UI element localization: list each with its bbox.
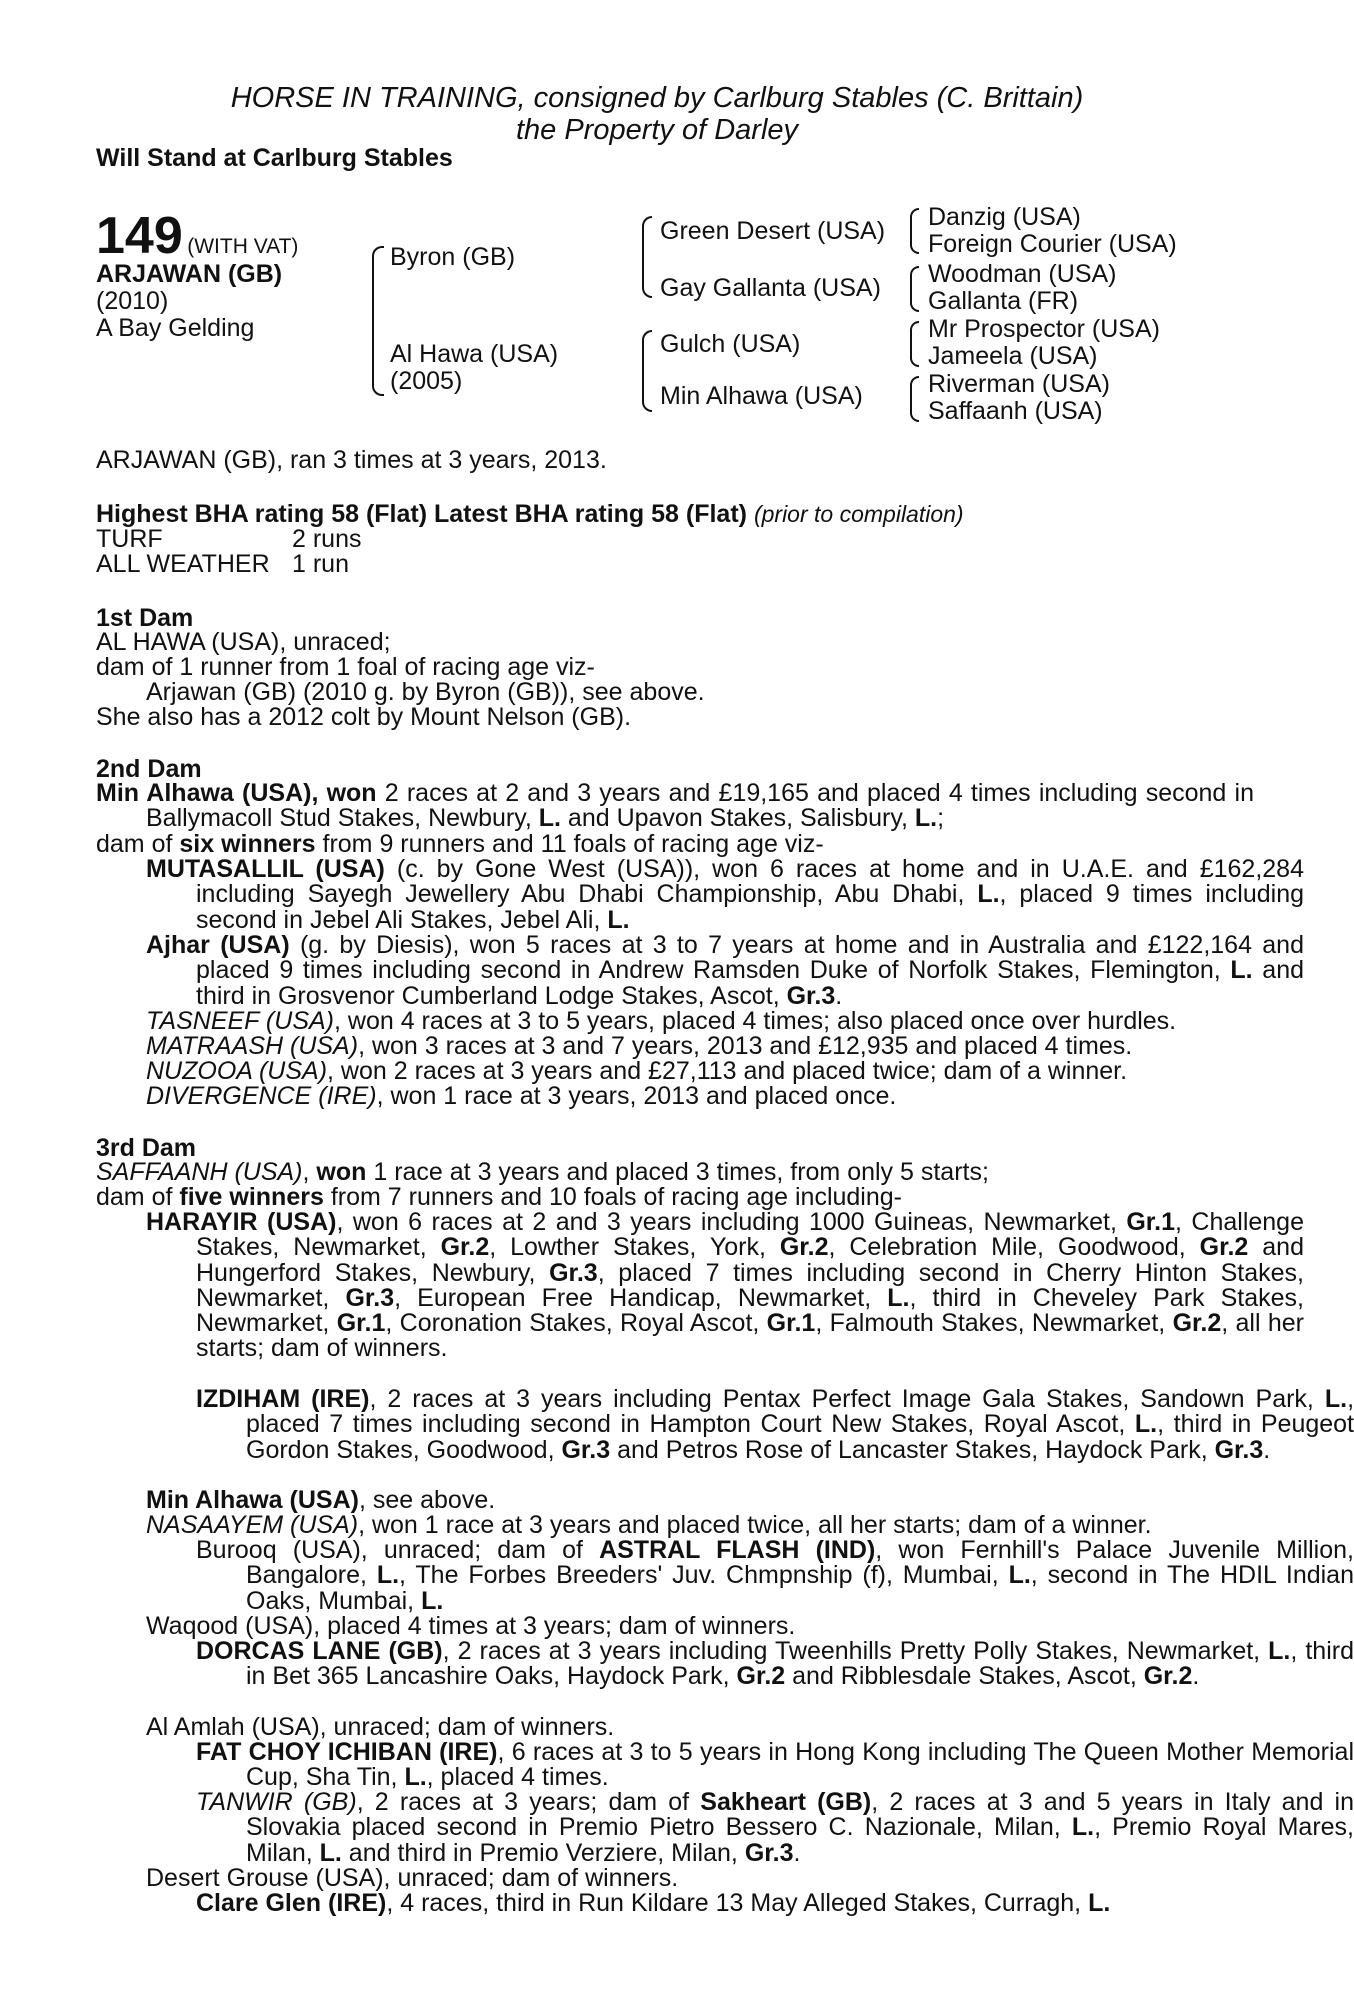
horse-name: Ajhar (USA) [146,931,290,959]
pedigree-brace [910,208,919,254]
dam-dam: Min Alhawa (USA) [660,382,863,410]
sire-sire: Green Desert (USA) [660,217,886,245]
text: , [302,1158,317,1186]
grade: L. [607,905,630,934]
produce-entry [96,1614,1304,1639]
lot-header [96,206,298,266]
text: , Celebration Mile, Goodwood, [828,1233,1200,1262]
horse-year: (2010) [96,287,169,315]
pedigree-brace [642,330,652,412]
third-dam-entry [96,1160,1204,1185]
text: , European Free Handicap, Newmarket, [394,1283,888,1312]
text: and Hungerford Stakes, Newbury, [196,1233,1304,1287]
produce-entry [96,1513,1304,1538]
grade: Gr.2 [1199,1233,1249,1262]
text: and Petros Rose of Lancaster Stakes, Haydock Park, [610,1435,1215,1464]
dsd: Jameela (USA) [928,342,1098,370]
produce-entry [96,1009,1304,1034]
produce-entry [96,1866,1304,1891]
first-dam-line: dam of 1 runner from 1 foal of racing age viz- [96,653,595,681]
text: , won 2 races at 3 years and £27,113 and placed twice; dam of a winner. [327,1057,1128,1085]
produce-entry [96,1790,1354,1866]
turf-value: 2 runs [292,525,362,553]
ssd: Foreign Courier (USA) [928,230,1177,258]
text: and Upavon Stakes, Salisbury, [560,804,915,833]
grade: Gr.3 [1214,1435,1264,1464]
grade: L. [1088,1889,1111,1917]
horse-name: DORCAS LANE (GB) [196,1637,443,1665]
produce-entry [96,1387,1354,1463]
text: , third in Peugeot Gordon Stakes, Goodwood, [246,1410,1354,1464]
dam: Al Hawa (USA) [390,340,559,368]
consignor-line: HORSE IN TRAINING, consigned by Carlburg Stables (C. Brittain) [230,82,1084,114]
produce-entry [96,1891,1354,1916]
text: , 2 races at 3 years including Pentax Perfect Image Gala Stakes, Sandown Park, [369,1385,1325,1413]
text: Waqood (USA), placed 4 times at 3 years; dam of winners. [146,1612,796,1640]
text: Burooq (USA), unraced; dam of [196,1536,600,1564]
text: , The Forbes Breeders' Juv. Chmpnship (f), Mumbai, [399,1561,1009,1590]
produce-entry [96,1084,1304,1109]
horse-name: NUZOOA (USA) [146,1057,328,1085]
grade: L. [1230,956,1253,985]
horse-name: Clare Glen (IRE) [196,1889,387,1917]
property-line: the Property of Darley [515,114,799,146]
grade: L. [404,1763,427,1792]
grade: L. [1324,1385,1348,1413]
grade: Gr.3 [561,1435,611,1464]
grade: Gr.1 [1126,1208,1176,1236]
grade: Gr.2 [779,1233,829,1262]
grade: Gr.3 [549,1258,598,1287]
text: , 4 races, third in Run Kildare 13 May Alleged Stakes, Curragh, [386,1889,1089,1917]
first-dam-line: AL HAWA (USA), unraced; [96,628,391,656]
grade: Gr.3 [744,1838,794,1867]
grade: L. [1268,1637,1291,1665]
winners-count: five winners [179,1183,324,1211]
pedigree-brace [372,246,384,396]
grade: L. [977,880,1000,909]
horse-name: HARAYIR (USA) [146,1208,337,1236]
text: , won 6 races at 2 and 3 years including 1000 Guineas, Newmarket, [336,1208,1127,1236]
produce-entry [96,1639,1354,1690]
text: , won 1 race at 3 years and placed twice, all her starts; dam of a winner. [358,1511,1152,1539]
turf-label: TURF [96,525,163,553]
text: , Coronation Stakes, Royal Ascot, [385,1309,767,1338]
text: . [1263,1435,1271,1464]
grade: Gr.3 [345,1283,395,1312]
produce-entry [96,1740,1354,1791]
grade: L. [1008,1561,1031,1590]
horse-name: NASAAYEM (USA) [146,1511,359,1539]
text: , second in The HDIL Indian Oaks, Mumbai, [246,1561,1354,1615]
third-dam-heading: 3rd Dam [96,1134,197,1162]
produce-entry [96,857,1304,933]
text: . [793,1838,801,1867]
text: , placed 7 times including second in Cherry Hinton Stakes, Newmarket, [196,1258,1304,1312]
produce-entry [96,1488,1304,1513]
sire-dam: Gay Gallanta (USA) [660,274,881,302]
pedigree-brace [910,321,919,367]
grade: Gr.1 [336,1309,386,1338]
text: , won 4 races at 3 to 5 years, placed 4 times; also placed once over hurdles. [334,1007,1177,1035]
first-dam-line: She also has a 2012 colt by Mount Nelson (GB). [96,703,632,731]
text: , see above. [358,1486,496,1514]
text: (c. by Gone West (USA)), won 6 races at home and in U.A.E. and £162,284 including Sayegh Jewellery Abu Dhabi Championship, Abu Dhabi, [196,855,1304,909]
aw-value: 1 run [292,550,349,578]
text: , all her starts; dam of winners. [196,1309,1304,1363]
text: and third in Grosvenor Cumberland Lodge Stakes, Ascot, [196,956,1304,1010]
produce-entry [96,1059,1304,1084]
text: . [1192,1662,1200,1691]
aw-label: ALL WEATHER [96,550,270,578]
sds: Woodman (USA) [928,260,1117,288]
text: . [835,981,843,1010]
horse-name: SAFFAANH (USA) [96,1158,303,1186]
rating-note: (prior to compilation) [753,501,964,527]
grade: Gr.2 [736,1662,786,1691]
text: , 2 races at 3 years including Tweenhills Pretty Polly Stakes, Newmarket, [442,1637,1269,1665]
won-text: , won [311,779,377,807]
race-record: ARJAWAN (GB), ran 3 times at 3 years, 2013. [96,446,607,474]
stand-line: Will Stand at Carlburg Stables [96,144,453,172]
text: , won 1 race at 3 years, 2013 and placed once. [376,1082,897,1110]
grade: L. [1071,1813,1095,1842]
second-dam-heading: 2nd Dam [96,755,202,783]
text: , won 3 races at 3 and 7 years, 2013 and £12,935 and placed 4 times. [358,1032,1133,1060]
grade: Gr.2 [1172,1309,1222,1338]
first-dam-line: Arjawan (GB) (2010 g. by Byron (GB)), see above. [146,678,705,706]
grade: L. [1134,1410,1158,1439]
horse-name: ARJAWAN (GB) [96,260,283,288]
pedigree-brace [642,216,652,298]
horse-description: A Bay Gelding [96,314,255,342]
text: 2 races at 2 and 3 years and £19,165 and placed 4 times including second in Ballymacoll Stud Stakes, Newbury, [146,779,1254,833]
text: , placed 4 times. [426,1763,609,1792]
sire: Byron (GB) [390,243,516,271]
text: Al Amlah (USA), unraced; dam of winners. [146,1713,615,1741]
horse-name: MATRAASH (USA) [146,1032,359,1060]
text: , Challenge Stakes, Newmarket, [196,1208,1304,1262]
text: , 2 races at 3 years; dam of [356,1788,701,1816]
grade: L. [376,1561,400,1590]
produce-entry [96,1210,1304,1362]
first-dam-heading: 1st Dam [96,604,194,632]
text: , Falmouth Stakes, Newmarket, [815,1309,1173,1338]
text: dam of [96,1183,180,1211]
produce-summary [96,832,1204,857]
produce-summary [96,1185,1204,1210]
text: Desert Grouse (USA), unraced; dam of winners. [146,1864,679,1892]
text: 1 race at 3 years and placed 3 times, from only 5 starts; [366,1158,989,1186]
text: ; [937,804,945,833]
text: (g. by Diesis), won 5 races at 3 to 7 years at home and in Australia and £122,164 and placed 9 times including second in Andrew Ramsden Duke of Norfolk Stakes, Flemington, [196,931,1304,985]
text: , placed 7 times including second in Hampton Court New Stakes, Royal Ascot, [246,1385,1354,1439]
text: , Lowther Stakes, York, [489,1233,780,1262]
text: , Premio Royal Mares, Milan, [246,1813,1354,1867]
text: and Ribblesdale Stakes, Ascot, [785,1662,1144,1691]
grade: L. [538,804,561,833]
produce-entry [96,1538,1354,1614]
horse-name: Sakheart (GB) [700,1788,872,1816]
horse-name: Min Alhawa (USA) [146,1486,359,1514]
vat-note: (WITH VAT) [187,235,299,258]
horse-name: FAT CHOY ICHIBAN (IRE) [196,1738,498,1766]
horse-name: MUTASALLIL (USA) [146,855,385,883]
dam-year: (2005) [390,367,463,395]
grade: L. [319,1838,342,1867]
grade: Gr.2 [440,1233,490,1262]
grade: Gr.1 [766,1309,816,1338]
rating-line [96,502,964,527]
horse-name: ASTRAL FLASH (IND) [599,1536,876,1564]
text: , 2 races at 3 and 5 years in Italy and in Slovakia placed second in Premio Pietro Bessero C. Nazionale, Milan, [246,1788,1354,1842]
grade: Gr.2 [1143,1662,1193,1691]
text: , 6 races at 3 to 5 years in Hong Kong including The Queen Mother Memorial Cup, Sha Tin, [246,1738,1354,1792]
grade: Gr.3 [786,981,836,1010]
won-text: won [316,1158,367,1186]
second-dam-entry [96,781,1254,832]
horse-name: Min Alhawa (USA) [96,779,312,807]
text: from 7 runners and 10 foals of racing age including- [323,1183,902,1211]
produce-entry [96,1715,1304,1740]
lot-number: 149 [96,207,183,265]
sss: Danzig (USA) [928,203,1081,231]
text: , won Fernhill's Palace Juvenile Million, Bangalore, [246,1536,1354,1590]
horse-name: DIVERGENCE (IRE) [146,1082,377,1110]
grade: L. [914,804,938,833]
grade: L. [887,1283,910,1312]
produce-entry [96,1034,1304,1059]
rating-text: Highest BHA rating 58 (Flat) Latest BHA rating 58 (Flat) [96,500,747,528]
produce-entry [96,933,1304,1009]
text: and third in Premio Verziere, Milan, [341,1838,745,1867]
sdd: Gallanta (FR) [928,287,1079,315]
pedigree-brace [910,266,919,312]
text: , third in Cheveley Park Stakes, Newmarket, [196,1283,1304,1338]
dds: Riverman (USA) [928,370,1110,398]
text: , placed 9 times including second in Jebel Ali Stakes, Jebel Ali, [196,880,1304,934]
winners-count: six winners [179,830,316,858]
ddd: Saffaanh (USA) [928,397,1103,425]
dam-sire: Gulch (USA) [660,330,801,358]
dss: Mr Prospector (USA) [928,315,1160,343]
horse-name: TANWIR (GB) [196,1788,357,1816]
text: dam of [96,830,180,858]
horse-name: TASNEEF (USA) [146,1007,334,1035]
text: from 9 runners and 11 foals of racing age viz- [315,830,824,858]
text: , third in Bet 365 Lancashire Oaks, Haydock Park, [246,1637,1354,1691]
horse-name: IZDIHAM (IRE) [196,1385,370,1413]
pedigree-brace [910,376,919,422]
grade: L. [421,1586,444,1615]
